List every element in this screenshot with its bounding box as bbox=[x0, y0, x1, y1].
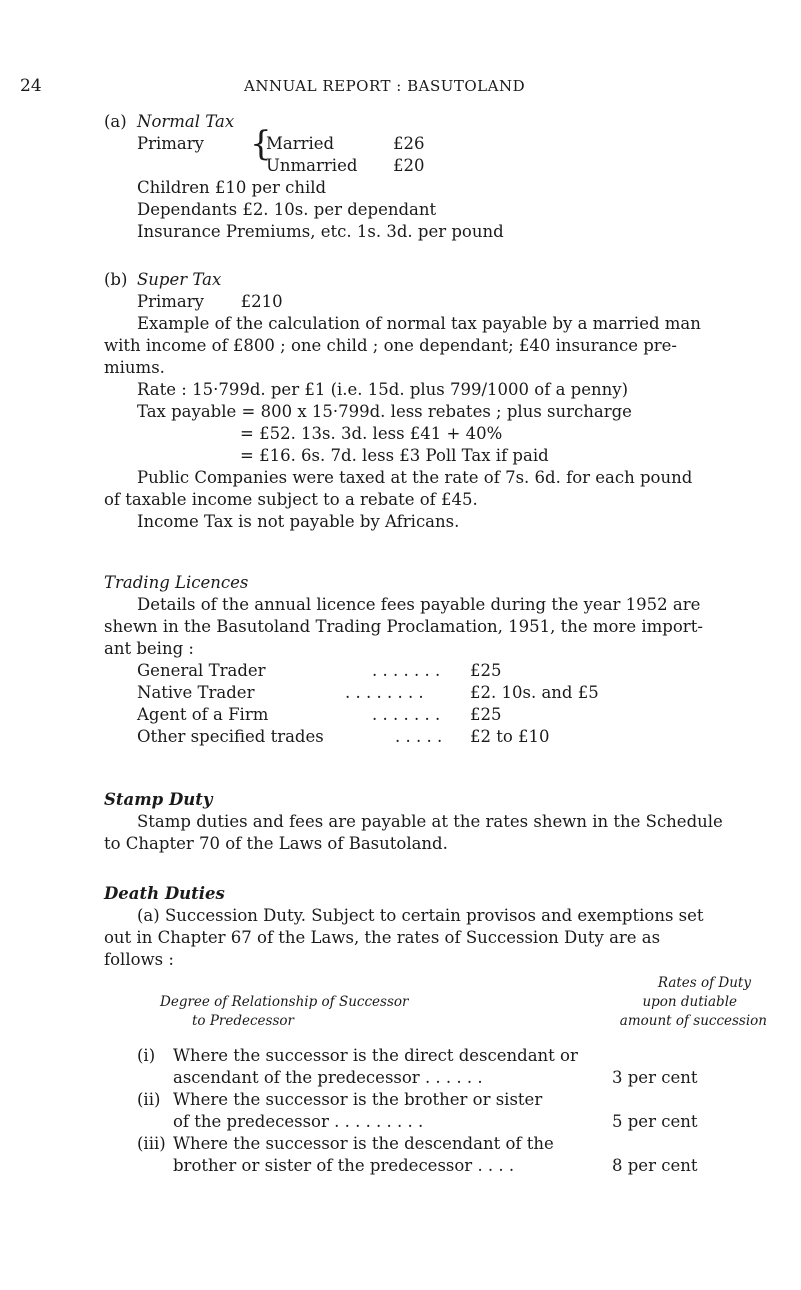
page-number: 24 bbox=[20, 76, 42, 96]
children-line: Children £10 per child bbox=[137, 178, 327, 197]
tax-payable-line-3: = £16. 6s. 7d. less £3 Poll Tax if paid bbox=[240, 446, 549, 465]
licence-name: General Trader bbox=[137, 661, 266, 680]
succession-row-text: Where the successor is the descendant of the bbox=[173, 1134, 554, 1153]
public-companies-line-2: of taxable income subject to a rebate of £45. bbox=[104, 490, 478, 509]
col-header-right-1: Rates of Duty bbox=[657, 975, 751, 991]
stamp-line-1: Stamp duties and fees are payable at the rates shewn in the Schedule bbox=[137, 812, 723, 831]
licence-fee: £25 bbox=[470, 661, 502, 680]
super-tax-heading: Super Tax bbox=[137, 270, 222, 289]
death-line-3: follows : bbox=[104, 950, 174, 969]
succession-row-rate: 5 per cent bbox=[612, 1112, 698, 1131]
example-line-2: with income of £800 ; one child ; one dependant; £40 insurance pre- bbox=[104, 336, 678, 355]
insurance-line: Insurance Premiums, etc. 1s. 3d. per pound bbox=[137, 222, 504, 241]
married-label: Married bbox=[266, 134, 335, 153]
succession-row-text: brother or sister of the predecessor . . . . bbox=[173, 1156, 515, 1175]
licence-leader: . . . . . . . bbox=[372, 661, 441, 680]
col-header-right-3: amount of succession bbox=[619, 1013, 767, 1029]
col-header-right-2: upon dutiable bbox=[642, 994, 737, 1010]
succession-row-text: ascendant of the predecessor . . . . . . bbox=[173, 1068, 483, 1087]
example-line-3: miums. bbox=[104, 358, 165, 377]
licence-leader: . . . . . . . bbox=[372, 705, 441, 724]
trading-line-1: Details of the annual licence fees payable during the year 1952 are bbox=[137, 595, 701, 614]
succession-row-number: (iii) bbox=[137, 1134, 166, 1153]
licence-name: Agent of a Firm bbox=[137, 705, 269, 724]
tax-payable-line-1: Tax payable = 800 x 15·799d. less rebates ; plus surcharge bbox=[137, 402, 632, 421]
trading-line-3: ant being : bbox=[104, 639, 194, 658]
brace-icon: { bbox=[250, 124, 272, 164]
stamp-heading: Stamp Duty bbox=[104, 790, 213, 809]
dependants-line: Dependants £2. 10s. per dependant bbox=[137, 200, 437, 219]
normal-tax-heading: Normal Tax bbox=[137, 112, 235, 131]
unmarried-label: Unmarried bbox=[266, 156, 358, 175]
succession-row-rate: 8 per cent bbox=[612, 1156, 698, 1175]
death-line-2: out in Chapter 67 of the Laws, the rates of Succession Duty are as bbox=[104, 928, 661, 947]
succession-row-number: (ii) bbox=[137, 1090, 161, 1109]
public-companies-line-1: Public Companies were taxed at the rate of 7s. 6d. for each pound bbox=[137, 468, 693, 487]
licence-leader: . . . . . . . . bbox=[345, 683, 424, 702]
unmarried-value: £20 bbox=[393, 156, 425, 175]
super-tax-label: (b) bbox=[104, 270, 128, 289]
licence-fee: £2 to £10 bbox=[470, 727, 550, 746]
succession-row-text: Where the successor is the brother or sister bbox=[173, 1090, 543, 1109]
running-header: ANNUAL REPORT : BASUTOLAND bbox=[244, 77, 526, 95]
col-header-left-2: to Predecessor bbox=[192, 1013, 294, 1029]
licence-fee: £25 bbox=[470, 705, 502, 724]
stamp-line-2: to Chapter 70 of the Laws of Basutoland. bbox=[104, 834, 448, 853]
succession-row-text: Where the successor is the direct descendant or bbox=[173, 1046, 578, 1065]
example-line-1: Example of the calculation of normal tax payable by a married man bbox=[137, 314, 701, 333]
licence-fee: £2. 10s. and £5 bbox=[470, 683, 599, 702]
tax-payable-line-2: = £52. 13s. 3d. less £41 + 40% bbox=[240, 424, 503, 443]
married-value: £26 bbox=[393, 134, 425, 153]
succession-row-rate: 3 per cent bbox=[612, 1068, 698, 1087]
col-header-left-1: Degree of Relationship of Successor bbox=[160, 994, 409, 1010]
death-line-1: (a) Succession Duty. Subject to certain provisos and exemptions set bbox=[137, 906, 704, 925]
super-tax-primary: Primary £210 bbox=[137, 292, 283, 311]
death-heading: Death Duties bbox=[104, 884, 225, 903]
licence-name: Native Trader bbox=[137, 683, 255, 702]
rate-line: Rate : 15·799d. per £1 (i.e. 15d. plus 799/1000 of a penny) bbox=[137, 380, 629, 399]
africans-line: Income Tax is not payable by Africans. bbox=[137, 512, 460, 531]
licence-name: Other specified trades bbox=[137, 727, 324, 746]
succession-row-number: (i) bbox=[137, 1046, 156, 1065]
primary-label: Primary bbox=[137, 134, 204, 153]
licence-leader: . . . . . bbox=[395, 727, 443, 746]
succession-row-text: of the predecessor . . . . . . . . . bbox=[173, 1112, 424, 1131]
normal-tax-label: (a) bbox=[104, 112, 127, 131]
trading-line-2: shewn in the Basutoland Trading Proclamation, 1951, the more import- bbox=[104, 617, 703, 636]
trading-heading: Trading Licences bbox=[104, 573, 249, 592]
